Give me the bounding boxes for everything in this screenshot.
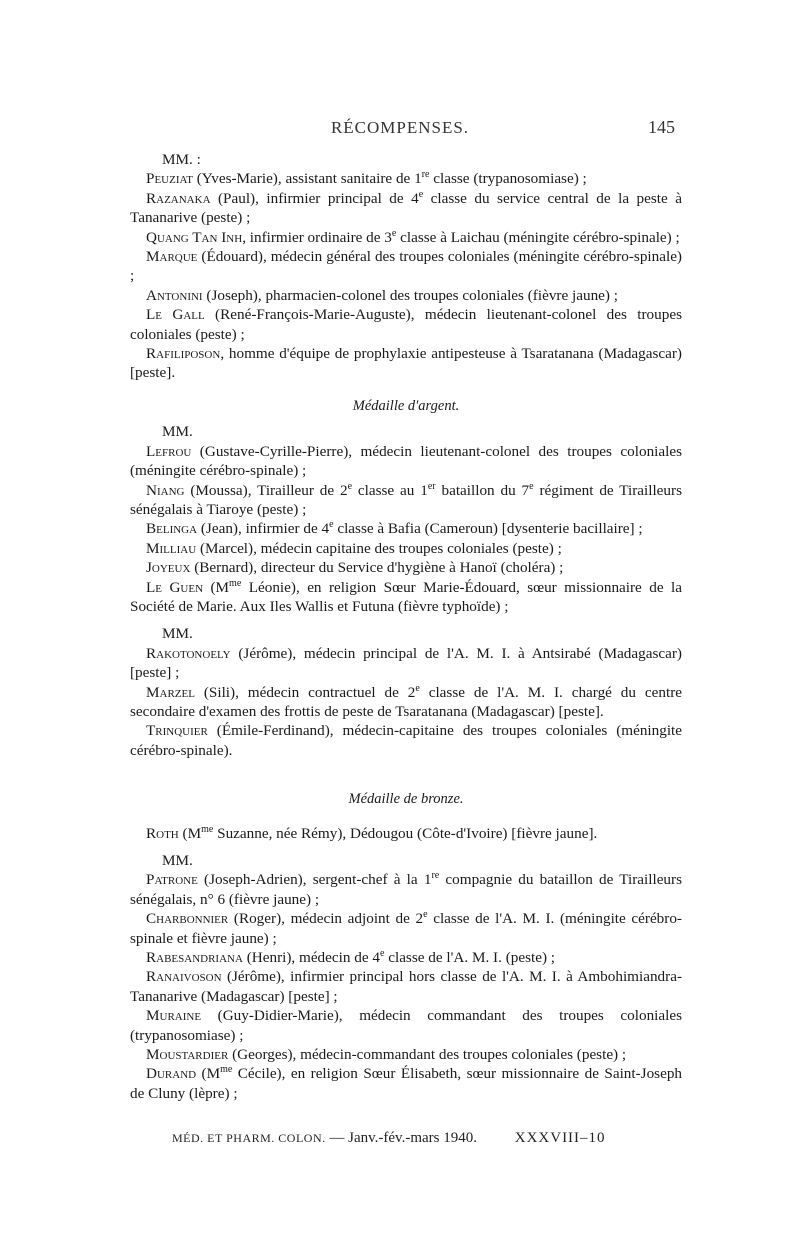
recipient-name: Rabesandriana — [146, 949, 243, 967]
journal-name: MÉD. ET PHARM. COLON. — [172, 1131, 326, 1145]
recipient-name: Marque — [146, 248, 198, 266]
award-entry: Rafiliposon, homme d'équipe de prophylaxie antipesteuse à Tsaratanana (Madagascar) [peste]. — [130, 345, 682, 382]
award-entry: Le Gall (René-François-Marie-Auguste), médecin lieutenant-colonel des troupes coloniales (peste) ; — [130, 306, 682, 343]
recipient-name: Durand — [146, 1065, 197, 1083]
running-header-title: RÉCOMPENSES. — [330, 118, 470, 137]
award-list-first — [130, 169, 682, 382]
footer-dash: — — [329, 1130, 345, 1146]
award-entry: Ranaivoson (Jérôme), infirmier principal hors classe de l'A. M. I. à Ambohimiandra-Tananarive (Madagascar) [peste] ; — [130, 968, 682, 1005]
issue-date: Janv.-fév.-mars 1940. — [348, 1130, 477, 1146]
award-entry: Rakotonoely (Jérôme), médecin principal de l'A. M. I. à Antsirabé (Madagascar) [peste] ; — [130, 644, 682, 682]
addressee-mm: MM. : — [162, 151, 201, 168]
award-entry: Lefrou (Gustave-Cyrille-Pierre), médecin lieutenant-colonel des troupes coloniales (méningite cérébro-spinale) ; — [130, 442, 682, 480]
addressee-mm: MM. — [162, 423, 193, 441]
recipient-name: Le Guen — [146, 578, 204, 596]
award-entry: Charbonnier (Roger), médecin adjoint de 2e classe de l'A. M. I. (méningite cérébro-spinale et fièvre jaune) ; — [130, 909, 682, 947]
recipient-name: Belinga — [146, 520, 198, 538]
award-entry: Le Guen ($M^{me}$ Léonie), en religion Sœur Marie-Édouard, sœur missionnaire de la Société de Marie. Aux Iles Wallis et Futuna (fièvre typhoïde) ; — [130, 577, 682, 615]
award-entry: Razanaka (Paul), infirmier principal de 4e classe du service central de la peste à Tananarive (peste) ; — [130, 188, 682, 227]
recipient-name: Lefrou — [146, 442, 192, 460]
recipient-name: Rakotonoely — [146, 644, 231, 662]
recipient-name: Niang — [146, 481, 185, 499]
award-entry: Muraine (Guy-Didier-Marie), médecin commandant des troupes coloniales (trypanosomiase) ; — [130, 1007, 682, 1044]
recipient-name: Joyeux — [146, 559, 191, 577]
recipient-name: Moustardier — [146, 1046, 229, 1064]
award-entry: Peuziat (Yves-Marie), assistant sanitaire de 1re classe (trypanosomiase) ; — [146, 169, 587, 188]
section-title-silver: Médaille d'argent. — [352, 397, 460, 414]
addressee-mm: MM. — [162, 625, 193, 643]
award-entry-roth: Roth ($M^{me}$ Suzanne, née Rémy), Dédougou (Côte-d'Ivoire) [fièvre jaune]. — [146, 823, 598, 842]
award-entry: Joyeux (Bernard), directeur du Service d'hygiène à Hanoï (choléra) ; — [146, 559, 564, 577]
recipient-name: Charbonnier — [146, 910, 229, 928]
recipient-name: Le Gall — [146, 306, 205, 324]
award-entry: Marzel (Sili), médecin contractuel de 2e classe de l'A. M. I. chargé du centre secondaire d'examen des frottis de peste de Tsaratanana (Madagascar) [peste]. — [130, 682, 682, 720]
recipient-name: Patrone — [146, 871, 198, 889]
award-entry: Antonini (Joseph), pharmacien-colonel des troupes coloniales (fièvre jaune) ; — [146, 286, 618, 304]
award-entry: Belinga (Jean), infirmier de 4e classe à Bafia (Cameroun) [dysenterie bacillaire] ; — [146, 519, 643, 538]
award-list-bronze — [130, 870, 682, 1103]
recipient-name: Razanaka — [146, 189, 211, 207]
recipient-name: Quang Tan Inh — [146, 228, 243, 246]
recipient-name: Antonini — [146, 286, 203, 304]
signature-code: XXXVIII–10 — [514, 1130, 606, 1146]
award-entry: Patrone (Joseph-Adrien), sergent-chef à la 1re compagnie du bataillon de Tirailleurs sénégalais, n° 6 (fièvre jaune) ; — [130, 870, 682, 908]
award-entry: Rabesandriana (Henri), médecin de 4e classe de l'A. M. I. (peste) ; — [146, 947, 556, 967]
page-footer — [172, 1130, 692, 1147]
recipient-name: Marzel — [146, 683, 195, 701]
section-title-bronze: Médaille de bronze. — [348, 791, 464, 808]
recipient-name: Milliau — [146, 539, 197, 557]
award-entry: Durand ($M^{me}$ Cécile), en religion Sœur Élisabeth, sœur missionnaire de Saint-Joseph de Cluny (lèpre) ; — [130, 1064, 683, 1102]
award-entry: Milliau (Marcel), médecin capitaine des troupes coloniales (peste) ; — [146, 539, 562, 557]
recipient-name: Muraine — [146, 1007, 202, 1025]
recipient-name: Roth — [146, 824, 179, 842]
award-entry: Quang Tan Inh, infirmier ordinaire de 3e classe à Laichau (méningite cérébro-spinale) ; — [146, 227, 680, 246]
award-list-silver-second — [130, 644, 682, 760]
addressee-mm: MM. — [162, 852, 193, 869]
recipient-name: Peuziat — [146, 170, 193, 188]
award-entry: Trinquier (Émile-Ferdinand), médecin-capitaine des troupes coloniales (méningite cérébro-spinale). — [130, 722, 682, 759]
recipient-name: Ranaivoson — [146, 968, 222, 986]
page-body — [130, 150, 682, 1103]
award-entry: Marque (Édouard), médecin général des troupes coloniales (méningite cérébro-spinale) ; — [130, 248, 682, 285]
award-entry: Niang (Moussa), Tirailleur de 2e classe au 1er bataillon du 7e régiment de Tirailleurs sénégalais à Tiaroye (peste) ; — [130, 480, 682, 518]
award-entry: Moustardier (Georges), médecin-commandant des troupes coloniales (peste) ; — [146, 1046, 627, 1064]
page-number: 145 — [648, 117, 675, 137]
award-list-silver — [130, 442, 682, 617]
recipient-name: Trinquier — [146, 722, 208, 740]
recipient-name: Rafiliposon — [146, 345, 221, 363]
